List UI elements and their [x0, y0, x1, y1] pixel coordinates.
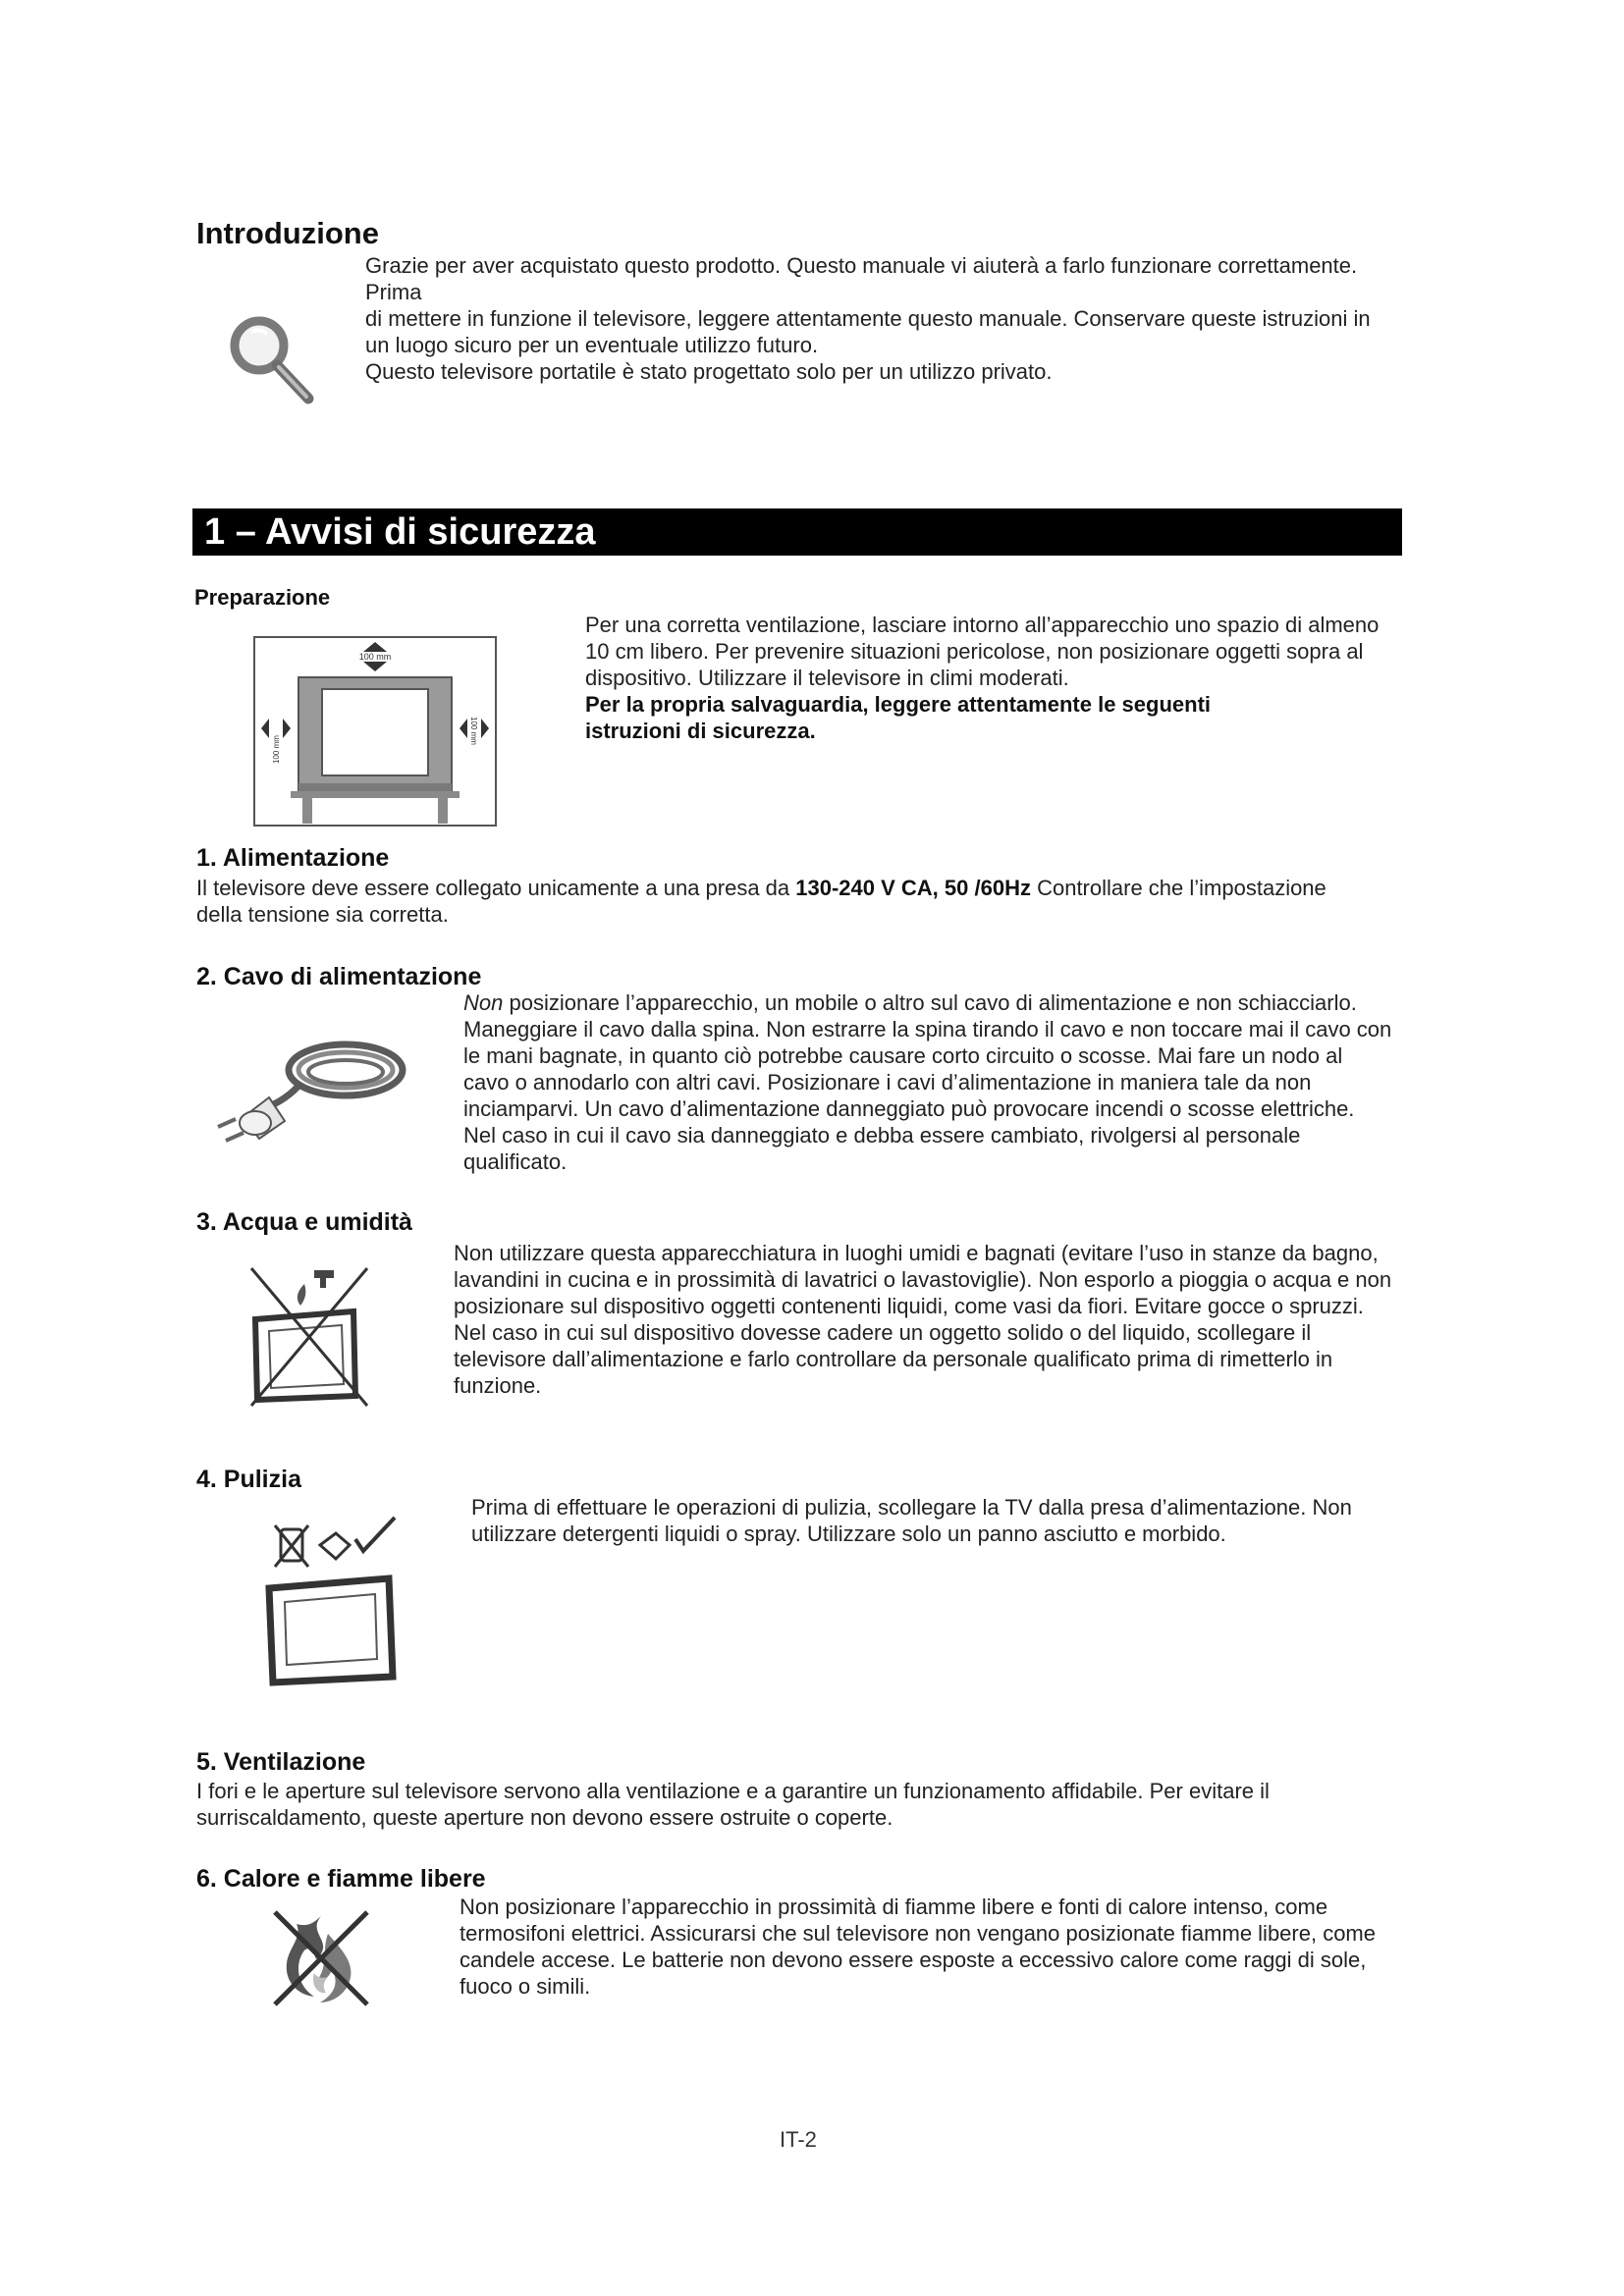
cavo-line: Nel caso in cui il cavo sia danneggiato e debba essere cambiato, rivolgersi al personale: [463, 1123, 1301, 1148]
cavo-line: cavo o annodarlo con altri cavi. Posizionare i cavi d’alimentazione in maniera tale da non: [463, 1070, 1312, 1095]
pulizia-line: Prima di effettuare le operazioni di pulizia, scollegare la TV dalla presa d’alimentazione. Non: [471, 1495, 1352, 1520]
preparazione-line: 10 cm libero. Per prevenire situazioni pericolose, non posizionare oggetti sopra al: [585, 639, 1364, 664]
ventilazione-line: I fori e le aperture sul televisore servono alla ventilazione e a garantire un funzionamento affidabile. Per evitare il: [196, 1779, 1270, 1803]
intro-title: Introduzione: [196, 216, 379, 250]
acqua-line: Non utilizzare questa apparecchiatura in luoghi umidi e bagnati (evitare l’uso in stanze da bagno,: [454, 1241, 1379, 1265]
intro-line: Grazie per aver acquistato questo prodotto. Questo manuale vi aiuterà a farlo funzionare correttamente.: [365, 253, 1358, 278]
cavo-line: le mani bagnate, in quanto ciò potrebbe causare corto circuito o scosse. Mai fare un nodo al: [463, 1043, 1343, 1068]
acqua-line: funzione.: [454, 1373, 542, 1398]
pulizia-text: [471, 1494, 1352, 1547]
intro-line: Prima: [365, 280, 422, 304]
acqua-title: 3. Acqua e umidità: [196, 1208, 412, 1236]
alimentazione-title: 1. Alimentazione: [196, 844, 390, 872]
alimentazione-line: della tensione sia corretta.: [196, 902, 449, 927]
power-cord-icon: [208, 1029, 414, 1156]
alimentazione-line: [196, 875, 1326, 901]
diagram-label-top: 100 mm: [358, 652, 392, 662]
alimentazione-line-part: Controllare che l’impostazione: [1030, 876, 1326, 900]
cavo-first-rest: posizionare l’apparecchio, un mobile o altro sul cavo di alimentazione e non schiacciarlo.: [503, 990, 1357, 1015]
intro-line: di mettere in funzione il televisore, leggere attentamente questo manuale. Conservare queste istruzioni in: [365, 306, 1371, 331]
no-water-icon: [245, 1262, 373, 1410]
intro-text: [365, 252, 1371, 385]
calore-line: termosifoni elettrici. Assicurarsi che sul televisore non vengano posizionate fiamme libere, come: [460, 1921, 1376, 1946]
cleaning-icon: [261, 1512, 408, 1688]
cavo-line: qualificato.: [463, 1149, 568, 1174]
calore-text: [460, 1894, 1376, 2000]
acqua-line: posizionare sul dispositivo oggetti contenenti liquidi, come vasi da fiori. Evitare gocce o spruzzi.: [454, 1294, 1364, 1318]
intro-line: Questo televisore portatile è stato progettato solo per un utilizzo privato.: [365, 359, 1053, 384]
cavo-text: [463, 989, 1391, 1175]
cavo-line: [463, 989, 1391, 1016]
cavo-line: Maneggiare il cavo dalla spina. Non estrarre la spina tirando il cavo e non toccare mai il cavo con: [463, 1017, 1392, 1041]
calore-line: candele accese. Le batterie non devono essere esposte a eccessivo calore come raggi di sole,: [460, 1948, 1367, 1972]
ventilazione-title: 5. Ventilazione: [196, 1748, 366, 1776]
calore-line: fuoco o simili.: [460, 1974, 591, 1999]
tv-clearance-diagram-icon: [253, 636, 497, 827]
acqua-line: Nel caso in cui sul dispositivo dovesse cadere un oggetto solido o del liquido, scollegare il: [454, 1320, 1312, 1345]
preparazione-title: Preparazione: [194, 585, 331, 610]
section-band: [192, 508, 1402, 556]
preparazione-text: [585, 612, 1379, 744]
intro-line: un luogo sicuro per un eventuale utilizzo futuro.: [365, 333, 819, 357]
cavo-line: inciamparvi. Un cavo d’alimentazione danneggiato può provocare incendi o scosse elettriche.: [463, 1096, 1355, 1121]
calore-title: 6. Calore e fiamme libere: [196, 1865, 486, 1893]
alimentazione-line-part: Il televisore deve essere collegato unicamente a una presa da: [196, 876, 796, 900]
cavo-title: 2. Cavo di alimentazione: [196, 963, 482, 990]
no-flame-icon: [267, 1904, 375, 2012]
alimentazione-text: [196, 875, 1326, 928]
diagram-label-left: 100 mm: [272, 735, 281, 764]
magnifier-icon: [222, 310, 320, 408]
acqua-line: lavandini in cucina e in prossimità di lavatrici o lavastoviglie). Non esporlo a pioggia o acqua e non: [454, 1267, 1392, 1292]
preparazione-line: Per una corretta ventilazione, lasciare intorno all’apparecchio uno spazio di almeno: [585, 613, 1380, 637]
section-title: 1 – Avvisi di sicurezza: [204, 511, 596, 553]
preparazione-bold-line: istruzioni di sicurezza.: [585, 719, 816, 743]
ventilazione-line: surriscaldamento, queste aperture non devono essere ostruite o coperte.: [196, 1805, 893, 1830]
ventilazione-text: [196, 1778, 1270, 1831]
acqua-line: televisore dall’alimentazione e farlo controllare da personale qualificato prima di rimetterlo in: [454, 1347, 1333, 1371]
pulizia-line: utilizzare detergenti liquidi o spray. Utilizzare solo un panno asciutto e morbido.: [471, 1522, 1226, 1546]
preparazione-bold-line: Per la propria salvaguardia, leggere attentamente le seguenti: [585, 692, 1212, 717]
diagram-label-right: 100 mm: [469, 717, 478, 745]
acqua-text: [454, 1240, 1391, 1399]
calore-line: Non posizionare l’apparecchio in prossimità di fiamme libere e fonti di calore intenso, come: [460, 1895, 1328, 1919]
pulizia-title: 4. Pulizia: [196, 1466, 301, 1493]
preparazione-line: dispositivo. Utilizzare il televisore in climi moderati.: [585, 666, 1069, 690]
cavo-first-italic: Non: [463, 990, 504, 1015]
alimentazione-voltage: 130-240 V CA, 50 /60Hz: [795, 876, 1031, 900]
page-number: IT-2: [780, 2127, 817, 2152]
